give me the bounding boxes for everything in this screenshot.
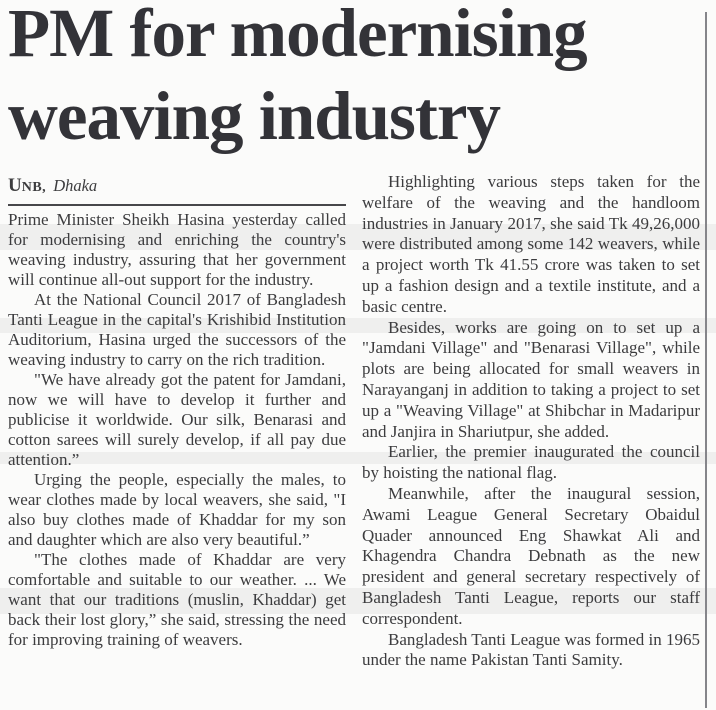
byline-agency-rest: NB, <box>21 180 47 195</box>
article-headline: PM for modernising weaving industry <box>8 0 587 154</box>
article-paragraph: Bangladesh Tanti League was formed in 1965 under the name Pakistan Tanti Samity. <box>362 629 700 670</box>
article-paragraph: At the National Council 2017 of Bangladesh Tanti League in the capital's Krishibid Institution Auditorium, Hasina urged the successors of the weaving industry to carry on the rich tradition. <box>8 290 346 369</box>
column-divider-rule <box>705 12 707 708</box>
byline-agency <box>8 175 47 196</box>
byline <box>8 175 346 206</box>
article-paragraph: Urging the people, especially the males, to wear clothes made by local weavers, she said, "I also buy clothes made of Khaddar for my son and daughter which are also very beautiful.” <box>8 470 346 549</box>
article-paragraph: Earlier, the premier inaugurated the council by hoisting the national flag. <box>362 442 700 483</box>
article-column-left <box>8 210 346 650</box>
article-column-right <box>362 172 700 671</box>
byline-location: Dhaka <box>53 176 98 195</box>
article-paragraph: Besides, works are going on to set up a "Jamdani Village" and "Benarasi Village", while plots are being allocated for small weavers in Narayanganj in addition to taking a project to set up a "Weaving Village" at Shibchar in Madaripur and Janjira in Shariutpur, she added. <box>362 317 700 441</box>
article-paragraph: "The clothes made of Khaddar are very comfortable and suitable to our weather. ... We want that our traditions (muslin, Khaddar) get back their lost glory,” she said, stressing the need for improving training of weavers. <box>8 550 346 649</box>
byline-agency-initial: U <box>8 175 22 196</box>
article-paragraph: "We have already got the patent for Jamdani, now we will have to develop it further and publicise it worldwide. Our silk, Benarasi and cotton sarees will surely develop, if all pay due attention.” <box>8 370 346 469</box>
article-paragraph: Highlighting various steps taken for the welfare of the weaving and the handloom industries in January 2017, she said Tk 49,26,000 were distributed among some 142 weavers, while a project worth Tk 41.55 crore was taken to set up a fashion design and a textile institute, and a basic centre. <box>362 172 700 316</box>
article-paragraph: Meanwhile, after the inaugural session, Awami League General Secretary Obaidul Quader announced Eng Shawkat Ali and Khagendra Chandra Debnath as the new president and general secretary respectively of Bangladesh Tanti League, reports our staff correspondent. <box>362 483 700 628</box>
article-paragraph: Prime Minister Sheikh Hasina yesterday called for modernising and enriching the country's weaving industry, assuring that her government will continue all-out support for the industry. <box>8 210 346 289</box>
